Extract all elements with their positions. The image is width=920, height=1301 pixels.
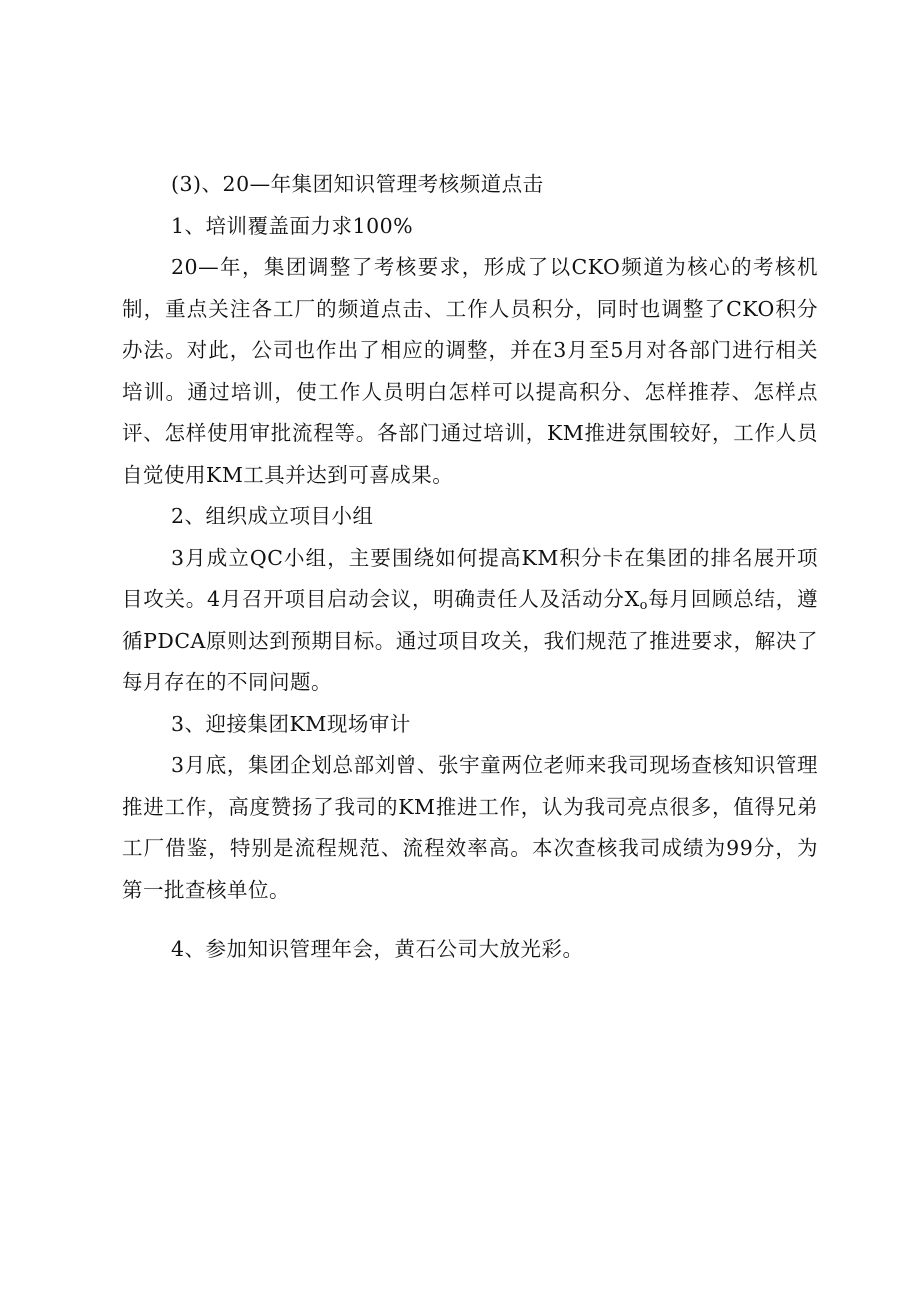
item1-paragraph: 20—年，集团调整了考核要求，形成了以CKO频道为核心的考核机制，重点关注各工厂的频道点击、工作人员积分，同时也调整了CKO积分办法。对此，公司也作出了相应的调整，并在3月至5月对各部门进行相关培训。通过培训，使工作人员明白怎样可以提高积分、怎样推荐、怎样点评、怎样使用审批流程等。各部门通过培训，KM推进氛围较好，工作人员自觉使用KM工具并达到可喜成果。 — [122, 255, 818, 487]
item2-heading: 2、组织成立项目小组 — [171, 504, 374, 528]
section-title: (3)、20—年集团知识管理考核频道点击 — [171, 172, 544, 196]
item1-heading: 1、培训覆盖面力求100% — [171, 213, 414, 238]
item2-text-after: 每月回顾总结，遵循PDCA原则达到预期目标。通过项目攻关，我们规范了推进要求，解决了每月存在的不同问题。 — [122, 587, 819, 694]
item3-heading: 3、迎接集团KM现场审计 — [171, 711, 411, 736]
item4-heading: 4、参加知识管理年会，黄石公司大放光彩。 — [171, 937, 584, 961]
document-body — [122, 164, 818, 971]
item3-paragraph: 3月底，集团企划总部刘曾、张宇童两位老师来我司现场查核知识管理推进工作，高度赞扬了我司的KM推进工作，认为我司亮点很多，值得兄弟工厂借鉴，特别是流程规范、流程效率高。本次查核我司成绩为99分，为第一批查核单位。 — [122, 753, 818, 902]
item2-text-before: 3月成立QC小组，主要围绕如何提高KM积分卡在集团的排名展开项目攻关。4月召开项目启动会议，明确责任人及活动分X — [122, 545, 818, 611]
item2-paragraph — [122, 538, 818, 704]
item2-subscript: o — [639, 598, 648, 613]
